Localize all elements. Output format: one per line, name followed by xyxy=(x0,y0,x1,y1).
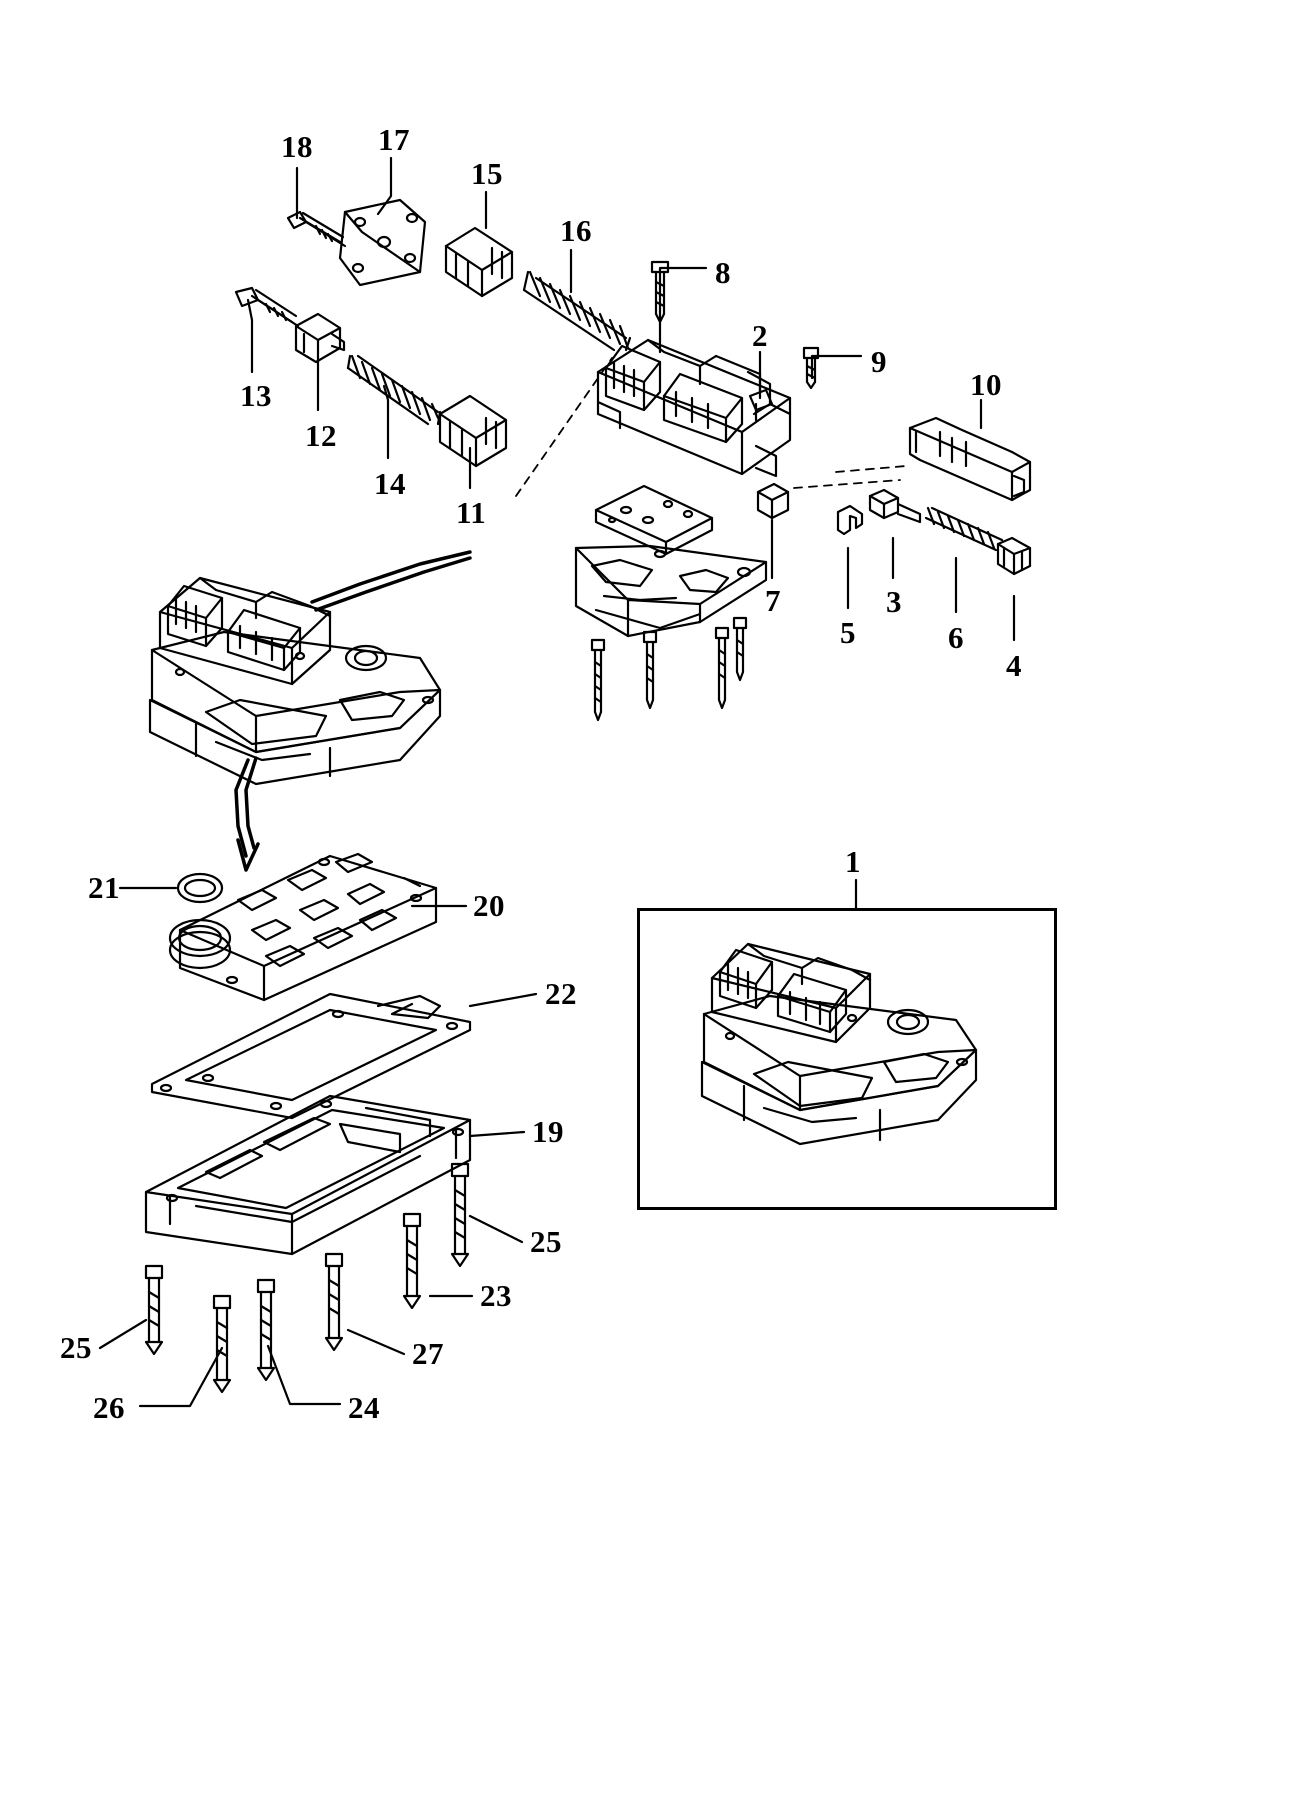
callout-25-left: 25 xyxy=(60,1330,92,1365)
middle-body-bolts xyxy=(592,618,746,720)
part-19-oil-pan xyxy=(146,1096,470,1254)
part-16-spring xyxy=(524,272,630,350)
callout-21: 21 xyxy=(88,870,120,905)
callout-20: 20 xyxy=(473,888,505,923)
callout-25-right: 25 xyxy=(530,1224,562,1259)
part-11-valve xyxy=(440,396,506,466)
callout-14: 14 xyxy=(374,466,406,501)
wiring-harness xyxy=(312,552,470,610)
callout-10: 10 xyxy=(970,367,1002,402)
part-17-cover-plate xyxy=(340,200,425,285)
callout-13: 13 xyxy=(240,378,272,413)
separator-plate xyxy=(596,486,712,554)
part-4-valve xyxy=(998,538,1030,574)
callout-26: 26 xyxy=(93,1390,125,1425)
part-9-bolt xyxy=(804,348,818,388)
callout-4: 4 xyxy=(1006,648,1022,683)
part-5-clip xyxy=(838,506,862,534)
leader-lines-top xyxy=(248,158,1014,640)
assembly-guide-line xyxy=(516,358,906,496)
callout-1-inset: 1 xyxy=(845,844,861,879)
callout-18: 18 xyxy=(281,129,313,164)
part-15-valve xyxy=(446,228,512,296)
inset-frame xyxy=(637,908,1057,1210)
callout-7: 7 xyxy=(765,583,781,618)
callout-11: 11 xyxy=(456,495,487,530)
part-13-bolt xyxy=(236,288,298,326)
callout-3: 3 xyxy=(886,584,902,619)
callout-16: 16 xyxy=(560,213,592,248)
part-3-valve-pin xyxy=(870,490,920,522)
callout-5: 5 xyxy=(840,615,856,650)
part-7-spacer xyxy=(758,484,788,518)
callout-27: 27 xyxy=(412,1336,444,1371)
part-14-spring xyxy=(348,356,440,424)
callout-22: 22 xyxy=(545,976,577,1011)
callout-9: 9 xyxy=(871,344,887,379)
part-12-valve xyxy=(296,314,344,362)
part-21-o-ring xyxy=(120,874,222,902)
callout-23: 23 xyxy=(480,1278,512,1313)
assembled-valve-body-left xyxy=(150,578,440,784)
callout-6: 6 xyxy=(948,620,964,655)
callout-8: 8 xyxy=(715,255,731,290)
part-22-gasket xyxy=(152,994,470,1118)
callout-12: 12 xyxy=(305,418,337,453)
part-10-valve-shaft xyxy=(910,418,1030,500)
callout-17: 17 xyxy=(378,122,410,157)
lower-valve-body-middle xyxy=(576,546,766,636)
callout-2: 2 xyxy=(752,318,768,353)
callout-24: 24 xyxy=(348,1390,380,1425)
callout-19: 19 xyxy=(532,1114,564,1149)
part-6-spring xyxy=(926,508,1002,550)
callout-15: 15 xyxy=(471,156,503,191)
